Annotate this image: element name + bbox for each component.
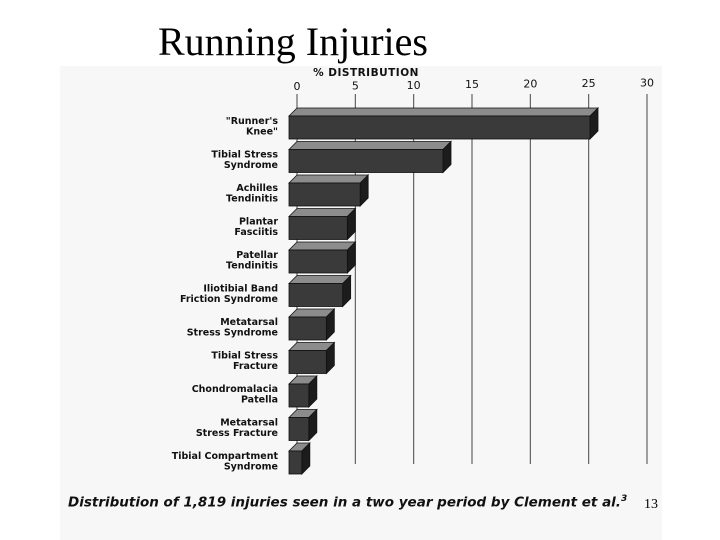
category-label: Stress Fracture xyxy=(195,428,278,439)
x-tick-label: 20 xyxy=(523,77,538,91)
bar xyxy=(289,451,302,474)
caption-text: Distribution of 1,819 injuries seen in a two year period by Clement et al. xyxy=(68,494,621,511)
category-label: Tendinitis xyxy=(226,193,278,205)
category-label: Fasciitis xyxy=(234,227,278,238)
bar xyxy=(289,217,347,240)
category-label: Patella xyxy=(240,394,278,406)
bar-top xyxy=(289,142,451,150)
slide-title: Running Injuries xyxy=(158,19,428,64)
category-label: "Runner's xyxy=(225,116,278,127)
category-label: Tibial Stress xyxy=(211,149,278,161)
category-label: Stress Syndrome xyxy=(186,327,278,339)
category-label: Syndrome xyxy=(223,461,278,473)
bar-top xyxy=(289,242,355,250)
caption-reference: 3 xyxy=(620,494,628,504)
bar xyxy=(289,284,343,307)
bar xyxy=(289,418,309,441)
category-label: Iliotibial Band xyxy=(203,283,278,295)
category-label: Patellar xyxy=(236,250,278,261)
category-label: Knee" xyxy=(246,126,278,138)
x-tick-label: 30 xyxy=(640,76,654,90)
bar xyxy=(289,183,360,206)
category-label: Chondromalacia xyxy=(191,384,278,395)
bar-top xyxy=(289,209,355,217)
bar xyxy=(289,116,590,139)
bar xyxy=(289,351,326,374)
category-label: Fracture xyxy=(232,361,278,372)
category-label: Tibial Stress xyxy=(211,350,278,362)
x-tick-label: 5 xyxy=(351,79,359,93)
chart-caption xyxy=(68,490,628,512)
bar-chart-figure xyxy=(60,66,662,540)
category-label: Friction Syndrome xyxy=(179,294,278,305)
slide-number: 13 xyxy=(644,497,658,512)
bar-top xyxy=(289,276,351,284)
category-label: Plantar xyxy=(238,216,278,228)
bar-top xyxy=(289,175,368,183)
bar xyxy=(289,150,443,173)
x-tick-label: 10 xyxy=(406,78,421,92)
bar xyxy=(289,250,347,273)
x-tick-label: 15 xyxy=(465,78,479,92)
x-tick-label: 25 xyxy=(581,77,596,90)
category-label: Metatarsal xyxy=(220,417,278,429)
category-label: Syndrome xyxy=(223,160,278,171)
x-axis-title: % DISTRIBUTION xyxy=(313,67,419,79)
bar-top xyxy=(289,108,598,116)
bar xyxy=(289,384,309,407)
category-label: Metatarsal xyxy=(220,317,278,328)
bar-chart xyxy=(60,66,662,540)
x-tick-label: 0 xyxy=(293,80,301,93)
category-label: Achilles xyxy=(236,183,278,194)
category-label: Tendinitis xyxy=(226,260,278,272)
bar xyxy=(289,317,326,340)
category-label: Tibial Compartment xyxy=(171,451,278,462)
